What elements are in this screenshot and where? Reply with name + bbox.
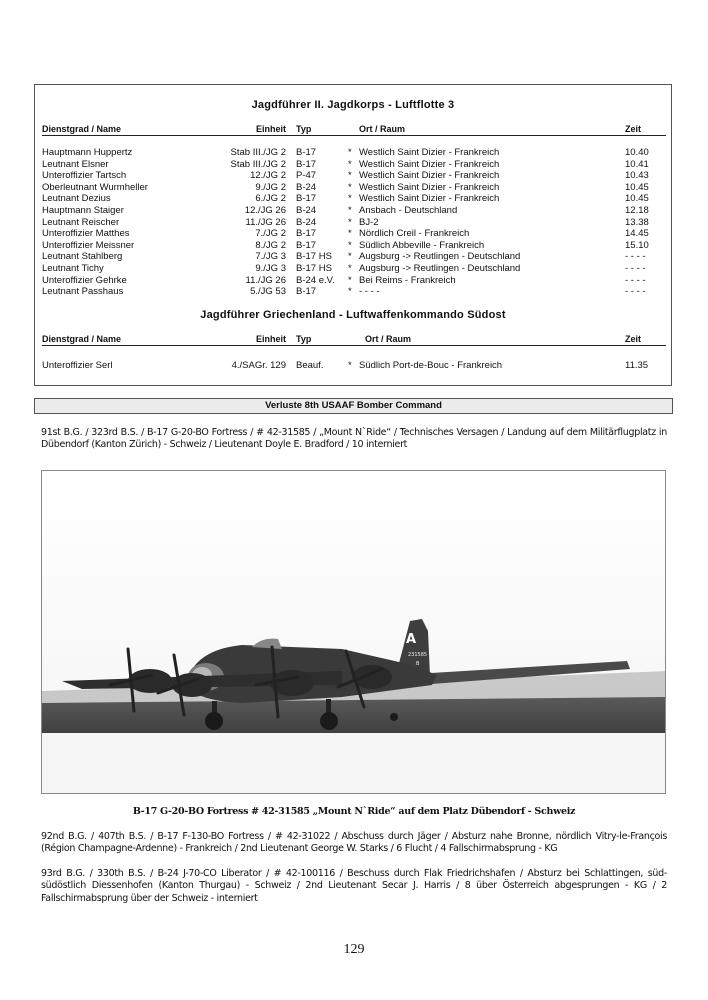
cell-unit: 7./JG 3 [255, 251, 286, 263]
table-row [35, 286, 671, 298]
cell-ort: Ansbach - Deutschland [359, 205, 458, 216]
cell-star: * [348, 170, 352, 182]
cell-star: * [348, 286, 352, 298]
table-row [35, 147, 671, 159]
paragraph-93rd: 93rd B.G. / 330th B.S. / B-24 J-70-CO Liberator / # 42-100116 / Beschuss durch Flak Friedrichshafen / Absturz bei Schlattingen, süd-südöstlich Diessenhofen (Kanton Thurgau) - Schweiz / 2nd Lieutenant Secar J. Harris / 8 über Österreich abgesprungen - KG / 2 Fallschirmabsprung über der Schweiz - interniert [41, 868, 667, 904]
cell-star: * [348, 193, 352, 205]
table-row [35, 240, 671, 252]
cell-star: * [348, 181, 352, 193]
claims-table-box [34, 84, 672, 386]
table-row [35, 205, 671, 217]
cell-star: * [348, 263, 352, 274]
cell-zeit: 10.40 [625, 147, 649, 158]
page-number: 129 [343, 942, 365, 957]
table-row [35, 193, 671, 205]
cell-name: Unteroffizier Gehrke [42, 274, 127, 286]
paragraph-92nd: 92nd B.G. / 407th B.S. / B-17 F-130-BO Fortress / # 42-31022 / Abschuss durch Jäger / Absturz nahe Bronne, nördlich Vitry-le-François (Région Champagne-Ardenne) - Frankreich / 2nd Lieutenant George W. Starks / 6 Flucht / 4 Fallschirmabsprung - KG [41, 831, 667, 855]
cell-ort: Nördlich Creil - Frankreich [359, 228, 470, 240]
cell-zeit: 11.35 [625, 360, 649, 371]
cell-ort: Westlich Saint Dizier - Frankreich [359, 147, 500, 158]
cell-ort: Südlich Port-de-Bouc - Frankreich [359, 360, 503, 371]
table-row [35, 263, 671, 275]
cell-unit: 11./JG 26 [245, 274, 286, 286]
cell-name: Leutnant Dezius [42, 193, 111, 205]
cell-unit: Stab III./JG 2 [230, 158, 286, 170]
cell-ort: Westlich Saint Dizier - Frankreich [359, 170, 500, 182]
header-unit-2: Einheit [255, 334, 286, 344]
cell-star: * [348, 147, 352, 158]
cell-typ: B-17 [296, 286, 317, 298]
cell-zeit: 10.43 [625, 170, 649, 182]
cell-name: Unteroffizier Serl [42, 360, 113, 371]
cell-unit: 12./JG 2 [250, 170, 286, 182]
cell-name: Leutnant Elsner [42, 158, 109, 170]
cell-zeit: - - - - [625, 286, 646, 298]
cell-unit: 11./JG 26 [245, 216, 286, 228]
cell-star: * [348, 158, 352, 170]
table-row [35, 360, 671, 372]
cell-ort: - - - - [359, 286, 380, 298]
cell-unit: Stab III./JG 2 [230, 147, 286, 158]
cell-name: Unteroffizier Tartsch [42, 170, 127, 182]
cell-name: Unteroffizier Matthes [42, 228, 130, 240]
header-zeit: Zeit [625, 124, 642, 134]
cell-unit: 9./JG 2 [255, 181, 286, 193]
photo-caption: B-17 G-20-BO Fortress # 42-31585 „Mount N`Ride“ auf dem Platz Dübendorf - Schweiz [132, 806, 576, 817]
cell-star: * [348, 228, 352, 240]
table-row [35, 182, 671, 194]
cell-zeit: 12.18 [625, 205, 649, 216]
cell-star: * [348, 216, 352, 228]
cell-typ: P-47 [296, 170, 317, 182]
cell-zeit: - - - - [625, 251, 646, 263]
table-row [35, 217, 671, 229]
table-row [35, 170, 671, 182]
cell-zeit: 13.38 [625, 216, 649, 228]
cell-zeit: 10.45 [625, 181, 649, 193]
tail-serial: 231585 [408, 652, 428, 658]
header-typ-2: Typ [296, 334, 312, 344]
cell-ort: Südlich Abbeville - Frankreich [359, 239, 485, 251]
cell-ort: Augsburg -> Reutlingen - Deutschland [359, 251, 521, 263]
header-name: Dienstgrad / Name [42, 124, 122, 134]
header-ort: Ort / Raum [359, 124, 406, 134]
cell-name: Leutnant Passhaus [42, 286, 124, 298]
section2-title: Jagdführer Griechenland - Luftwaffenkommando Südost [200, 309, 506, 321]
cell-typ: B-17 [296, 228, 317, 240]
cell-typ: B-17 [296, 193, 317, 205]
table-row [35, 251, 671, 263]
cell-name: Unteroffizier Meissner [42, 239, 135, 251]
cell-zeit: 14.45 [625, 228, 649, 240]
cell-ort: BJ-2 [359, 216, 379, 228]
header-rule [42, 135, 666, 136]
header-zeit-2: Zeit [625, 334, 642, 344]
paragraph-91st: 91st B.G. / 323rd B.S. / B-17 G-20-BO Fortress / # 42-31585 / „Mount N`Ride“ / Technisches Versagen / Landung auf dem Militärflugplatz in Dübendorf (Kanton Zürich) - Schweiz / Lieutenant Doyle E. Bradford / 10 interniert [41, 427, 667, 451]
cell-zeit: 15.10 [625, 239, 649, 251]
cell-unit: 8./JG 2 [255, 239, 286, 251]
cell-zeit: 10.41 [625, 158, 649, 170]
table-row [35, 275, 671, 287]
tail-sub: B [416, 661, 420, 667]
b17-photo-illustration [42, 471, 666, 794]
cell-typ: Beauf. [296, 360, 324, 371]
cell-star: * [348, 239, 352, 251]
aircraft-photo [41, 470, 666, 794]
cell-typ: B-17 HS [296, 263, 332, 274]
cell-name: Hauptmann Huppertz [42, 147, 133, 158]
cell-ort: Westlich Saint Dizier - Frankreich [359, 181, 500, 193]
cell-unit: 5./JG 53 [250, 286, 286, 298]
cell-unit: 6./JG 2 [255, 193, 286, 205]
header-ort-2: Ort / Raum [365, 334, 412, 344]
cell-typ: B-17 [296, 158, 317, 170]
cell-star: * [348, 205, 352, 216]
cell-typ: B-24 e.V. [296, 274, 335, 286]
cell-typ: B-17 [296, 239, 317, 251]
cell-star: * [348, 360, 352, 371]
cell-typ: B-17 [296, 147, 317, 158]
header-typ: Typ [296, 124, 312, 134]
cell-zeit: - - - - [625, 263, 646, 274]
cell-typ: B-17 HS [296, 251, 332, 263]
cell-unit: 7./JG 2 [255, 228, 286, 240]
section1-title: Jagdführer II. Jagdkorps - Luftflotte 3 [251, 99, 455, 111]
cell-name: Leutnant Stahlberg [42, 251, 123, 263]
cell-ort: Bei Reims - Frankreich [359, 274, 456, 286]
cell-zeit: - - - - [625, 274, 646, 286]
header-unit: Einheit [255, 124, 286, 134]
table-row [35, 159, 671, 171]
section-banner: Verluste 8th USAAF Bomber Command [34, 398, 673, 414]
header-rule-2 [42, 345, 666, 346]
cell-star: * [348, 251, 352, 263]
header-name-2: Dienstgrad / Name [42, 334, 122, 344]
cell-ort: Westlich Saint Dizier - Frankreich [359, 158, 500, 170]
cell-typ: B-24 [296, 216, 317, 228]
cell-name: Hauptmann Staiger [42, 205, 124, 216]
cell-unit: 9./JG 3 [255, 263, 286, 274]
cell-typ: B-24 [296, 181, 317, 193]
cell-ort: Westlich Saint Dizier - Frankreich [359, 193, 500, 205]
cell-unit: 12./JG 26 [244, 205, 286, 216]
cell-name: Leutnant Tichy [42, 263, 104, 274]
cell-zeit: 10.45 [625, 193, 649, 205]
cell-ort: Augsburg -> Reutlingen - Deutschland [359, 263, 521, 274]
cell-star: * [348, 274, 352, 286]
table-row [35, 228, 671, 240]
cell-typ: B-24 [296, 205, 317, 216]
cell-unit: 4./SAGr. 129 [231, 360, 286, 371]
cell-name: Leutnant Reischer [42, 216, 120, 228]
cell-name: Oberleutnant Wurmheller [42, 181, 148, 193]
tail-letter: A [406, 632, 417, 647]
